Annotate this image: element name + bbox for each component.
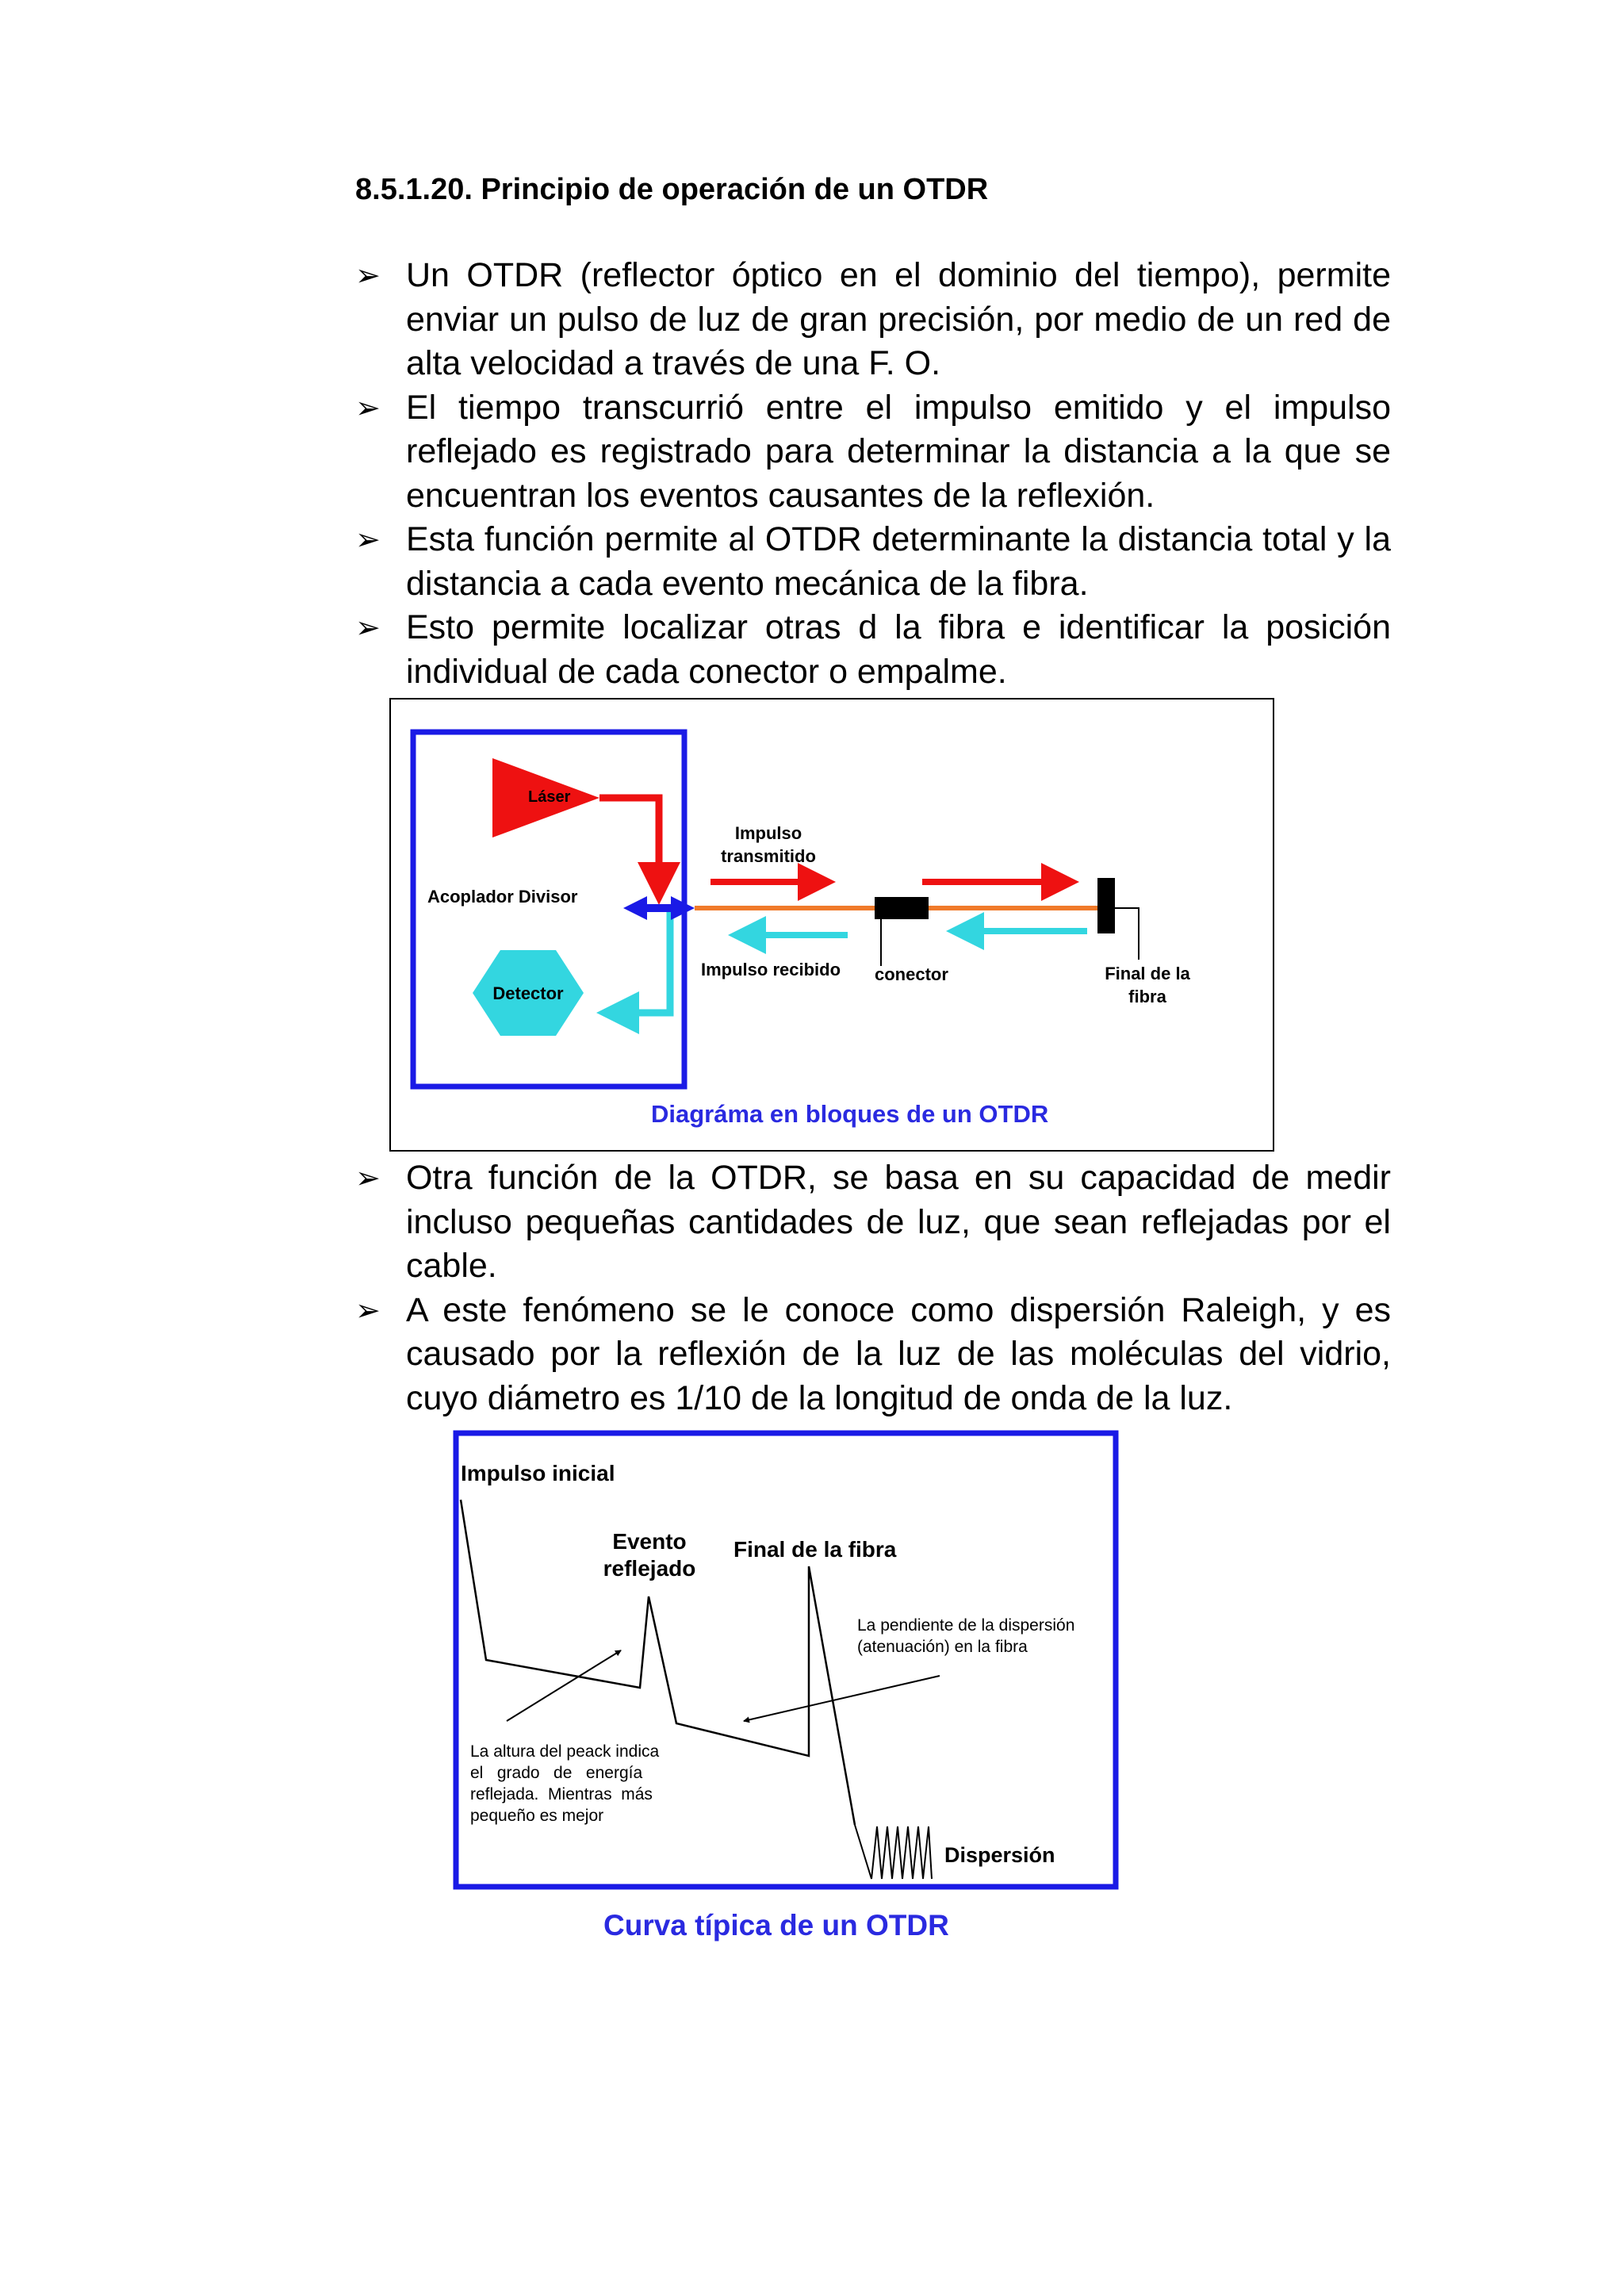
arrow-bullet-icon: ➢ [355,389,381,425]
reflected-event-label-2: reflejado [603,1556,696,1581]
coupler-bar [643,904,675,912]
curve-diagram-caption: Curva típica de un OTDR [603,1909,949,1941]
fiber-end-label-2: fibra [1128,987,1166,1006]
arrow-bullet-icon: ➢ [355,1292,381,1328]
arrow-bullet-icon: ➢ [355,522,381,557]
transmitted-label-2: transmitido [721,846,816,866]
fiber-end-label-1: Final de la [1105,964,1190,983]
bullet-text: El tiempo transcurrió entre el impulso emitido y el impulso reflejado es registrado para determinar la distancia a la que se encuentran los eventos causantes de la reflexión. [406,388,1391,515]
slope-label-1: La pendiente de la dispersión [857,1616,1075,1635]
peak-label-4: pequeño es mejor [470,1807,604,1825]
bullet-item [355,1156,1391,1289]
bullet-item [355,606,1391,694]
bullet-list-top [355,254,1391,694]
reflected-event-label-1: Evento [612,1529,687,1554]
coupler-label: Acoplador Divisor [427,887,578,907]
bullet-item [355,386,1391,519]
otdr-block-diagram [389,698,1274,1152]
connector-label: conector [875,964,948,984]
detector-label: Detector [492,983,564,1003]
arrow-bullet-icon: ➢ [355,258,381,293]
fiber-end-icon [1097,878,1115,933]
arrow-bullet-icon: ➢ [355,610,381,645]
bullet-text: Esto permite localizar otras d la fibra e identificar la posición individual de cada conector o empalme. [406,608,1391,691]
dispersion-label: Dispersión [944,1843,1055,1867]
section-heading: 8.5.1.20. Principio de operación de un OTDR [355,173,989,206]
transmitted-label-1: Impulso [734,823,802,843]
slope-label-2: (atenuación) en la fibra [857,1638,1028,1656]
bullet-item [355,1289,1391,1421]
otdr-curve-diagram [453,1430,1119,1952]
peak-label-3: reflejada. Mientras más [470,1785,653,1803]
bullet-text: Un OTDR (reflector óptico en el dominio del tiempo), permite enviar un pulso de luz de gran precisión, por medio de un red de alta velocidad a través de una F. O. [406,256,1391,382]
bullet-text: Esta función permite al OTDR determinante la distancia total y la distancia a cada evento mecánica de la fibra. [406,520,1391,603]
figure-border [390,699,1274,1151]
bullet-item [355,254,1391,386]
received-label: Impulso recibido [701,960,841,979]
bullet-item [355,518,1391,606]
peak-label-2: el grado de energía [470,1764,643,1782]
connector-icon [875,897,929,919]
block-diagram-caption: Diagráma en bloques de un OTDR [651,1100,1049,1128]
arrow-bullet-icon: ➢ [355,1160,381,1195]
bullet-text: Otra función de la OTDR, se basa en su capacidad de medir incluso pequeñas cantidades de luz, que sean reflejadas por el cable. [406,1159,1391,1285]
peak-label-1: La altura del peack indica [470,1742,660,1761]
bullet-list-bottom [355,1156,1391,1420]
bullet-text: A este fenómeno se le conoce como dispersión Raleigh, y es causado por la reflexión de la luz de las moléculas del vidrio, cuyo diámetro es 1/10 de la longitud de onda de la luz. [406,1290,1391,1417]
initial-pulse-label: Impulso inicial [461,1461,615,1485]
fiber-end-label: Final de la fibra [733,1537,897,1562]
laser-label: Láser [528,788,571,806]
